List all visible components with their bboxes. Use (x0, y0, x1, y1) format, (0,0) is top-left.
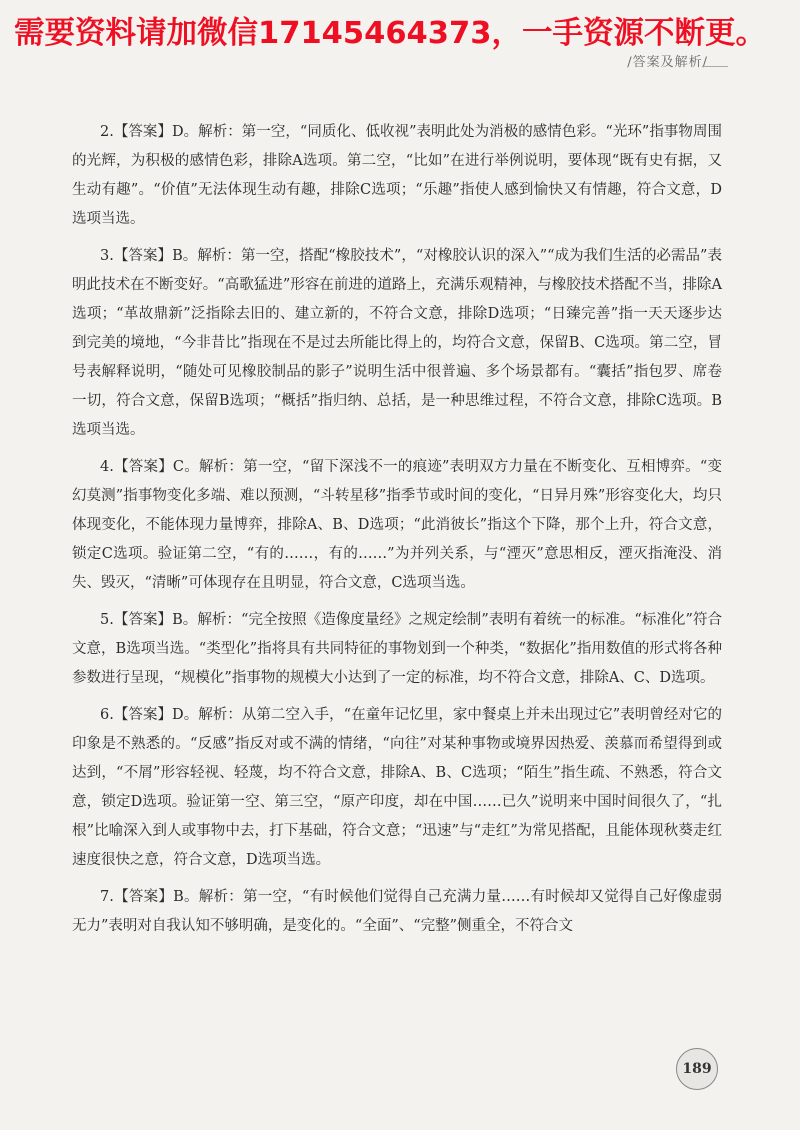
page-number: 189 (676, 1048, 718, 1090)
answer-paragraph-6: 6.【答案】D。解析：从第二空入手，“在童年记忆里，家中餐桌上并未出现过它”表明曾经对它的印象是不熟悉的。“反感”指反对或不满的情绪，“向往”对某种事物或境界因热爱、羡慕而希望得到或达到，“不屑”形容轻视、轻蔑，均不符合文意，排除A、B、C选项；“陌生”指生疏、不熟悉，符合文意，锁定D选项。验证第一空、第三空，“原产印度，却在中国……已久”说明来中国时间很久了，“扎根”比喻深入到人或事物中去，打下基础，符合文意；“迅速”与“走红”为常见搭配，且能体现秋葵走红速度很快之意，符合文意，D选项当选。 (72, 707, 722, 868)
answer-content (72, 118, 722, 949)
answer-paragraph-4: 4.【答案】C。解析：第一空，“留下深浅不一的痕迹”表明双方力量在不断变化、互相博弈。“变幻莫测”指事物变化多端、难以预测，“斗转星移”指季节或时间的变化，“日异月殊”形容变化大，均只体现变化，不能体现力量博弈，排除A、B、D选项；“此消彼长”指这个下降，那个上升，符合文意，锁定C选项。验证第二空，“有的……，有的……”为并列关系，与“湮灭”意思相反，湮灭指淹没、消失、毁灭，“清晰”可体现存在且明显，符合文意，C选项当选。 (72, 459, 722, 591)
answer-paragraph-5: 5.【答案】B。解析：“完全按照《造像度量经》之规定绘制”表明有着统一的标准。“标准化”符合文意，B选项当选。“类型化”指将具有共同特征的事物划到一个种类，“数据化”指用数值的形式将各种参数进行呈现，“规模化”指事物的规模大小达到了一定的标准，均不符合文意，排除A、C、D选项。 (72, 612, 722, 686)
section-header: /答案及解析/ (627, 55, 708, 70)
answer-paragraph-3: 3.【答案】B。解析：第一空，搭配“橡胶技术”，“对橡胶认识的深入”“成为我们生活的必需品”表明此技术在不断变好。“高歌猛进”形容在前进的道路上，充满乐观精神，与橡胶技术搭配不当，排除A选项；“革故鼎新”泛指除去旧的、建立新的，不符合文意，排除D选项；“日臻完善”指一天天逐步达到完美的境地，“今非昔比”指现在不是过去所能比得上的，均符合文意，保留B、C选项。第二空，冒号表解释说明，“随处可见橡胶制品的影子”说明生活中很普遍、多个场景都有。“囊括”指包罗、席卷一切，符合文意，保留B选项；“概括”指归纳、总括，是一种思维过程，不符合文意，排除C选项。B选项当选。 (72, 248, 722, 438)
header-decoration-icon (702, 56, 728, 67)
answer-paragraph-2: 2.【答案】D。解析：第一空，“同质化、低收视”表明此处为消极的感情色彩。“光环”指事物周围的光辉，为积极的感情色彩，排除A选项。第二空，“比如”在进行举例说明，要体现“既有史有据，又生动有趣”。“价值”无法体现生动有趣，排除C选项；“乐趣”指使人感到愉快又有情趣，符合文意，D选项当选。 (72, 124, 722, 227)
answer-paragraph-7: 7.【答案】B。解析：第一空，“有时候他们觉得自己充满力量……有时候却又觉得自己好像虚弱无力”表明对自我认知不够明确，是变化的。“全面”、“完整”侧重全，不符合文 (72, 889, 722, 934)
wechat-banner: 需要资料请加微信17145464373，一手资源不断更。 (14, 16, 766, 51)
